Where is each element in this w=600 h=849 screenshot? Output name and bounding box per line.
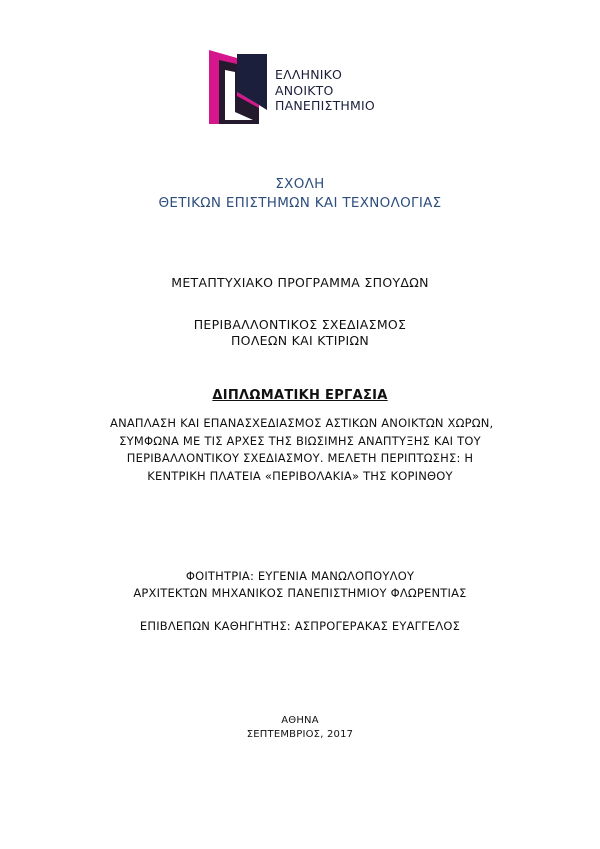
logo-line-3: ΠΑΝΕΠΙΣΤΗΜΙΟ (275, 98, 375, 113)
student-name: ΦΟΙΤΗΤΡΙΑ: ΕΥΓΕΝΙΑ ΜΑΝΩΛΟΠΟΥΛΟΥ (185, 569, 415, 583)
thesis-title-line-1: ΑΝΑΠΛΑΣΗ ΚΑΙ ΕΠΑΝΑΣΧΕΔΙΑΣΜΟΣ ΑΣΤΙΚΩΝ ΑΝΟΙΚΤΩΝ ΧΩΡΩΝ, (110, 416, 494, 430)
supervisor-name: ΕΠΙΒΛΕΠΩΝ ΚΑΘΗΓΗΤΗΣ: ΑΣΠΡΟΓΕΡΑΚΑΣ ΕΥΑΓΓΕΛΟΣ (139, 619, 461, 633)
thesis-title (110, 415, 494, 485)
specialty-title (0, 317, 600, 349)
school-label: ΣΧΟΛΗ (275, 176, 325, 192)
student-credentials: ΑΡΧΙΤΕΚΤΩΝ ΜΗΧΑΝΙΚΟΣ ΠΑΝΕΠΙΣΤΗΜΙΟΥ ΦΛΩΡΕΝΤΙΑΣ (133, 586, 467, 600)
document-type-heading (0, 387, 600, 404)
supervisor-info (0, 618, 600, 635)
thesis-title-line-4: ΚΕΝΤΡΙΚΗ ΠΛΑΤΕΙΑ «ΠΕΡΙΒΟΛΑΚΙΑ» ΤΗΣ ΚΟΡΙΝΘΟΥ (147, 468, 453, 483)
program-name: ΜΕΤΑΠΤΥΧΙΑΚΟ ΠΡΟΓΡΑΜΜΑ ΣΠΟΥΔΩΝ (171, 275, 429, 290)
place: ΑΘΗΝΑ (281, 715, 319, 726)
program-title (0, 275, 600, 291)
logo-wordmark (275, 67, 375, 114)
school-name: ΘΕΤΙΚΩΝ ΕΠΙΣΤΗΜΩΝ ΚΑΙ ΤΕΧΝΟΛΟΓΙΑΣ (158, 195, 442, 211)
place-and-date (0, 714, 600, 742)
thesis-title-line-3: ΠΕΡΙΒΑΛΛΟΝΤΙΚΟΥ ΣΧΕΔΙΑΣΜΟΥ. ΜΕΛΕΤΗ ΠΕΡΙΠΤΩΣΗΣ: Η (126, 451, 474, 465)
logo-emblem-icon (207, 50, 277, 125)
thesis-label: ΔΙΠΛΩΜΑΤΙΚΗ ΕΡΓΑΣΙΑ (212, 388, 388, 403)
thesis-title-line-2: ΣΥΜΦΩΝΑ ΜΕ ΤΙΣ ΑΡΧΕΣ ΤΗΣ ΒΙΩΣΙΜΗΣ ΑΝΑΠΤΥΞΗΣ ΚΑΙ ΤΟΥ (119, 433, 481, 448)
specialty-line-1: ΠΕΡΙΒΑΛΛΟΝΤΙΚΟΣ ΣΧΕΔΙΑΣΜΟΣ (193, 317, 407, 332)
logo-line-2: ΑΝΟΙΚΤΟ (275, 82, 334, 98)
specialty-line-2: ΠΟΛΕΩΝ ΚΑΙ ΚΤΙΡΙΩΝ (230, 333, 370, 348)
school-heading (0, 175, 600, 213)
date: ΣΕΠΤΕΜΒΡΙΟΣ, 2017 (246, 729, 354, 740)
university-logo (207, 50, 407, 125)
logo-line-1: ΕΛΛΗΝΙΚΟ (275, 67, 343, 82)
student-info (0, 568, 600, 602)
